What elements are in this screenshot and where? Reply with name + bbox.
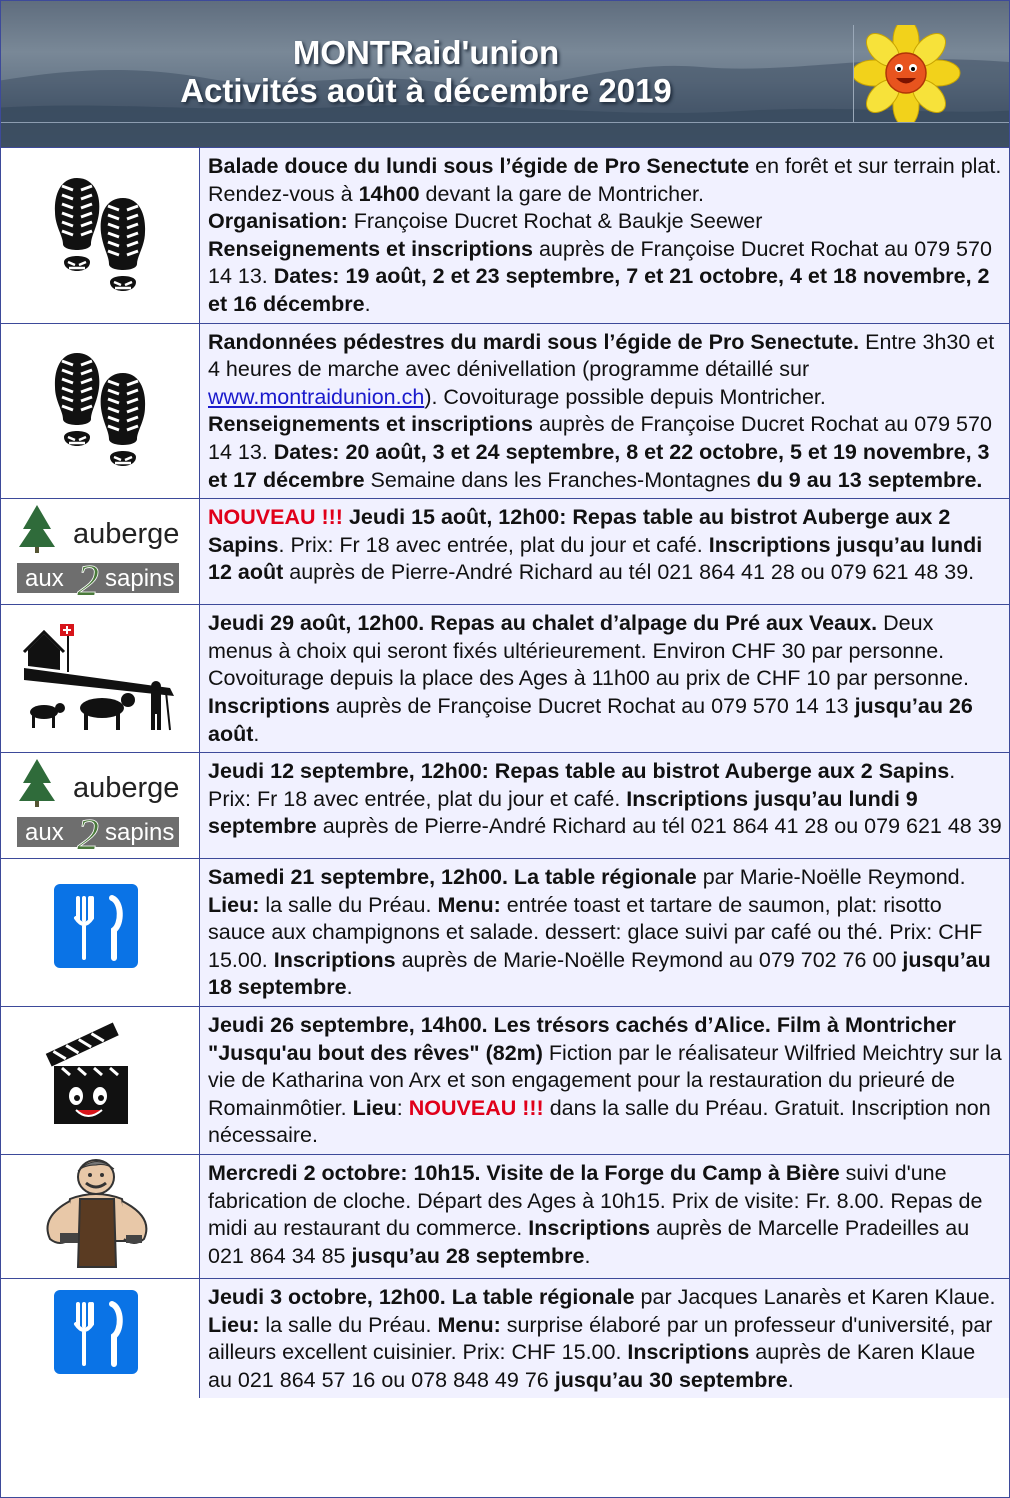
header-banner xyxy=(1,1,1009,148)
page-title xyxy=(1,34,851,110)
bold-text: Mercredi 2 octobre: 10h15. Visite de la Forge du Camp à Bière xyxy=(208,1161,840,1186)
activity-row xyxy=(1,859,1009,1007)
activity-row xyxy=(1,324,1009,500)
body-text: suivi d'une fabrication de cloche. Départ des Ages à 10h15. Prix de visite: Fr. 8.00. Repas de midi au restaurant du commerce. xyxy=(208,1161,983,1241)
bold-text: Inscriptions xyxy=(528,1216,651,1241)
bold-text: Lieu: xyxy=(208,892,260,917)
activity-row xyxy=(1,148,1009,324)
body-text: auprès de Marie-Noëlle Reymond au 079 702 76 00 xyxy=(395,947,903,972)
activity-row xyxy=(1,605,1009,753)
activity-icon-cell xyxy=(1,1155,200,1278)
body-text: auprès de Françoise Ducret Rochat au 079 570 14 13 xyxy=(329,693,855,718)
bold-text: Lieu: xyxy=(208,1312,260,1337)
activity-description xyxy=(200,1155,1009,1278)
bold-text: Organisation: xyxy=(208,209,348,234)
bold-text: Jeudi 29 août, 12h00. Repas au chalet d’alpage du Pré aux Veaux. xyxy=(208,611,878,636)
auberge-logo-icon xyxy=(15,499,185,604)
body-text: Semaine dans les Franches-Montagnes xyxy=(364,467,757,492)
body-text: Entre 3h30 et 4 heures de marche avec dénivellation (programme détaillé sur xyxy=(208,329,995,382)
body-text: . xyxy=(787,1367,794,1392)
activity-row xyxy=(1,753,1009,859)
body-text: auprès de Pierre-André Richard au tél 021 864 41 28 ou 079 621 48 39 xyxy=(316,814,1002,839)
body-text: . xyxy=(253,721,260,746)
restaurant-icon xyxy=(50,880,150,985)
activities-table xyxy=(1,148,1009,1398)
body-text: Deux menus à choix qui seront fixés ultérieurement. Environ CHF 30 par personne. Covoiturage depuis la place des Ages à 11h00 au prix de CHF 10 par personne. xyxy=(208,611,969,691)
body-text: la salle du Préau. xyxy=(259,892,438,917)
activity-row xyxy=(1,1007,1009,1155)
bold-text: du 9 au 13 septembre. xyxy=(756,467,983,492)
bold-text: Balade douce du lundi sous l’égide de Pro Senectute xyxy=(208,154,750,178)
logo-container xyxy=(853,25,1006,122)
clapperboard-icon xyxy=(40,1018,160,1143)
bold-text: 14h00 xyxy=(358,181,420,206)
smiling-flower-icon xyxy=(854,25,1006,122)
svg-text:sapins: sapins xyxy=(105,819,175,847)
body-text: ). Covoiturage possible depuis Montricher. xyxy=(424,384,826,409)
bold-text: Renseignements et inscriptions xyxy=(208,412,533,437)
svg-text:sapins: sapins xyxy=(105,565,175,593)
body-text: auprès de Karen Klaue au 021 864 57 16 ou 078 848 49 76 xyxy=(208,1340,976,1392)
activity-description xyxy=(200,1007,1009,1154)
activity-description xyxy=(200,753,1009,858)
activity-row xyxy=(1,499,1009,605)
body-text: Françoise Ducret Rochat & Baukje Seewer xyxy=(347,209,763,234)
body-text: Fiction par le réalisateur Wilfried Meichtry sur la vie de Katharina von Arx et son engagement pour la restauration du prieuré de Romainmôtier. xyxy=(208,1040,1002,1120)
body-text: par Marie-Noëlle Reymond. xyxy=(696,865,966,890)
activity-description xyxy=(200,324,1009,499)
activity-icon-cell xyxy=(1,1007,200,1154)
body-text: par Jacques Lanarès et Karen Klaue. xyxy=(634,1285,996,1310)
body-text: entrée toast et tartare de saumon, plat: risotto sauce aux champignons et salade. dessert: glace suivi par café ou thé. Prix: CHF 15.00. xyxy=(208,892,983,972)
body-text: surprise élaboré par un professeur d'université, par ailleurs excellent cuisinier. Prix: CHF 15.00. xyxy=(208,1312,993,1365)
activity-row xyxy=(1,1155,1009,1279)
bold-text: jusqu’au 26 août xyxy=(208,693,973,746)
alpine-chalet-icon xyxy=(20,616,180,741)
bold-text: Inscriptions xyxy=(208,693,330,718)
body-text: devant la gare de Montricher. xyxy=(419,181,705,206)
svg-text:2: 2 xyxy=(77,556,99,600)
bold-text: Samedi 21 septembre, 12h00. La table régionale xyxy=(208,865,697,890)
body-text: : xyxy=(396,1095,409,1120)
bold-text: Inscriptions jusqu’au lundi 9 septembre xyxy=(208,786,918,839)
svg-text:aux: aux xyxy=(25,565,64,593)
activity-icon-cell xyxy=(1,753,200,858)
body-text: la salle du Préau. xyxy=(259,1312,438,1337)
footprints-icon xyxy=(35,343,165,478)
activity-description xyxy=(200,605,1009,752)
activity-icon-cell xyxy=(1,324,200,499)
bold-text: jusqu’au 28 septembre xyxy=(351,1243,585,1268)
body-text: auprès de Françoise Ducret Rochat au 079 570 14 13. xyxy=(208,236,992,289)
body-text: . xyxy=(364,291,371,316)
svg-text:2: 2 xyxy=(77,810,99,854)
activity-icon-cell xyxy=(1,148,200,323)
bold-text: Renseignements et inscriptions xyxy=(208,236,533,261)
body-text: . Prix: Fr 18 avec entrée, plat du jour et café. xyxy=(208,759,956,811)
bold-text: Inscriptions jusqu’au lundi 12 août xyxy=(208,532,983,585)
restaurant-icon xyxy=(50,1286,150,1391)
body-text: auprès de Marcelle Pradeilles au 021 864 34 85 xyxy=(208,1216,970,1268)
body-text: . xyxy=(346,975,353,1000)
bold-text: Menu: xyxy=(437,892,501,917)
bold-text: Jeudi 12 septembre, 12h00: Repas table au bistrot Auberge aux 2 Sapins xyxy=(208,759,950,784)
bold-text: Menu: xyxy=(437,1312,501,1337)
body-text: . Prix: Fr 18 avec entrée, plat du jour et café. xyxy=(278,532,709,557)
bold-text: Randonnées pédestres du mardi sous l’égide de Pro Senectute. xyxy=(208,329,860,354)
bold-text: Jeudi 26 septembre, 14h00. Les trésors cachés d’Alice. Film à Montricher "Jusqu'au bout des rêves" (82m) xyxy=(208,1013,957,1065)
bold-text: jusqu’au 18 septembre xyxy=(208,947,991,1000)
title-line-2: Activités août à décembre 2019 xyxy=(180,72,672,109)
activity-icon-cell xyxy=(1,605,200,752)
bold-text: Inscriptions xyxy=(273,947,396,972)
activity-description xyxy=(200,148,1009,323)
nouveau-badge: NOUVEAU !!! xyxy=(408,1095,544,1120)
bold-text: Jeudi 15 août, 12h00: Repas table au bistrot Auberge aux 2 Sapins xyxy=(208,505,951,557)
bold-text: Jeudi 3 octobre, 12h00. La table régionale xyxy=(208,1285,635,1310)
activity-description xyxy=(200,499,1009,604)
activity-description xyxy=(200,859,1009,1006)
title-line-1: MONTRaid'union xyxy=(292,34,560,71)
body-text: auprès de Pierre-André Richard au tél 021 864 41 28 ou 079 621 48 39. xyxy=(283,560,975,585)
body-text: dans la salle du Préau. Gratuit. Inscription non nécessaire. xyxy=(208,1095,991,1148)
auberge-logo-word: auberge xyxy=(73,518,180,551)
body-text: auprès de Françoise Ducret Rochat au 079 570 14 13. xyxy=(208,412,992,464)
bold-text: Lieu xyxy=(352,1095,397,1120)
bold-text: Dates: 19 août, 2 et 23 septembre, 7 et 21 octobre, 4 et 18 novembre, 2 et 16 décembre xyxy=(208,264,990,316)
header-strip xyxy=(1,122,1009,148)
nouveau-badge: NOUVEAU !!! xyxy=(208,505,343,530)
website-link[interactable]: www.montraidunion.ch xyxy=(208,384,425,409)
svg-text:aux: aux xyxy=(25,819,64,847)
activity-icon-cell xyxy=(1,1279,200,1398)
bold-text: jusqu’au 30 septembre xyxy=(554,1367,788,1392)
bold-text: Inscriptions xyxy=(627,1340,750,1365)
activity-icon-cell xyxy=(1,499,200,604)
activity-row xyxy=(1,1279,1009,1398)
activity-description xyxy=(200,1279,1009,1398)
auberge-logo-icon xyxy=(15,753,185,858)
blacksmith-icon xyxy=(30,1155,170,1278)
activity-icon-cell xyxy=(1,859,200,1006)
body-text: en forêt et sur terrain plat. Rendez-vous à xyxy=(208,154,1002,206)
footprints-icon xyxy=(35,168,165,303)
bold-text: Dates: 20 août, 3 et 24 septembre, 8 et 22 octobre, 5 et 19 novembre, 3 et 17 décembre xyxy=(208,439,990,492)
body-text: . xyxy=(584,1243,591,1268)
auberge-logo-word: auberge xyxy=(73,772,180,805)
